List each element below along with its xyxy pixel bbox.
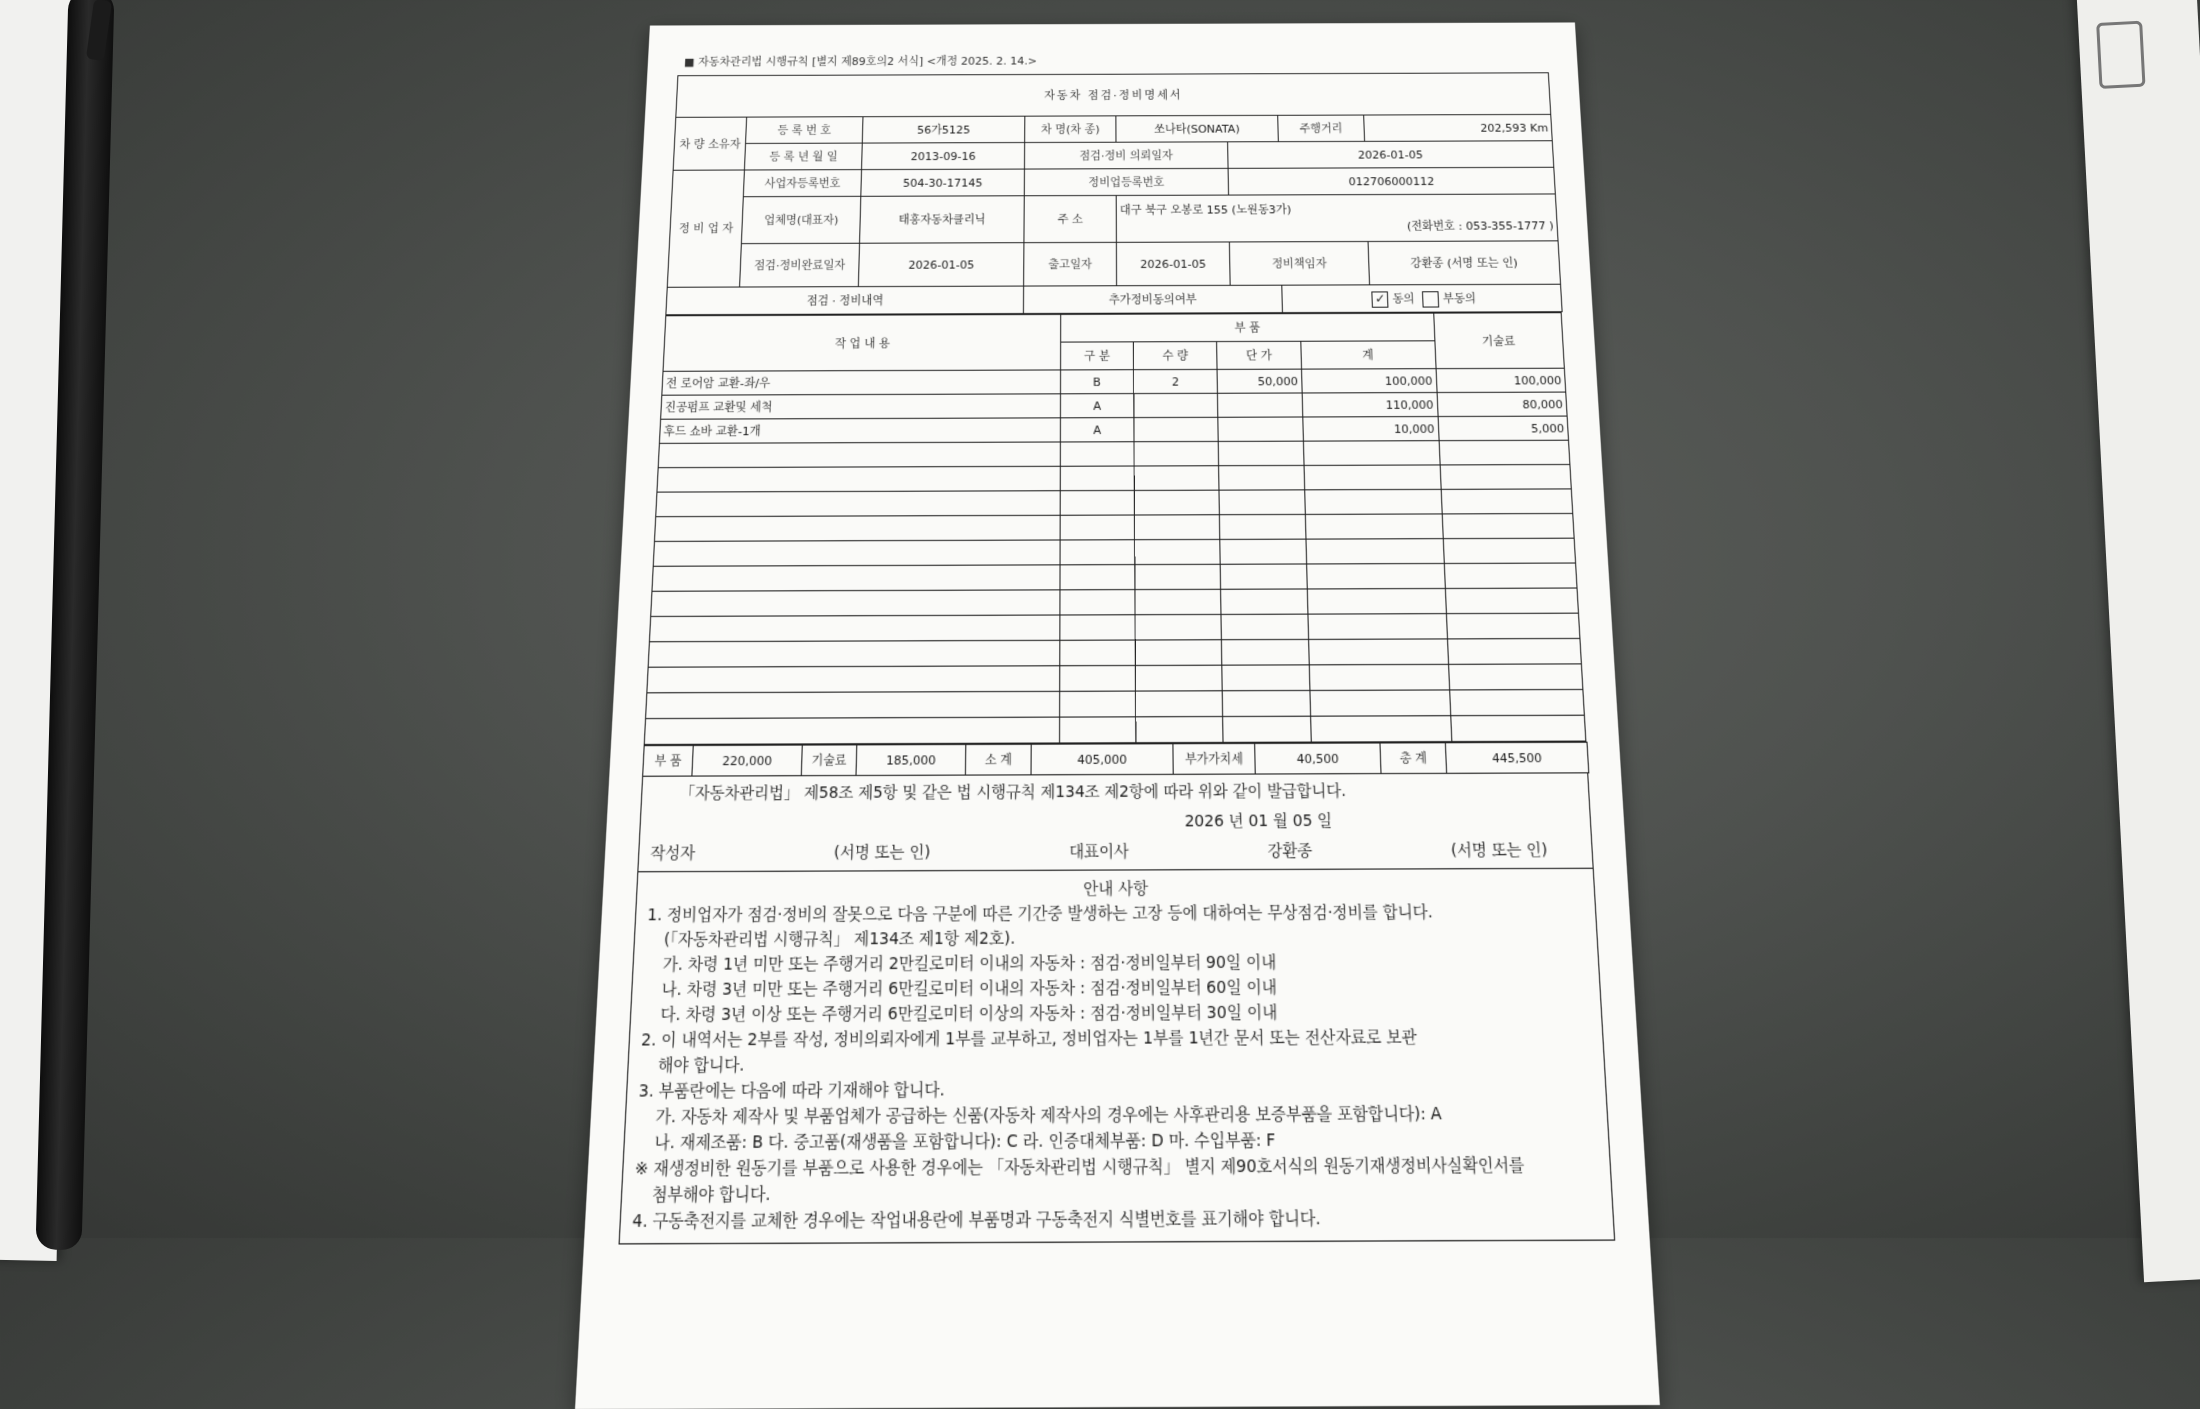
work-cell-unit [1218,417,1303,441]
mileage-value: 202,593 Km [1364,114,1553,141]
work-cell-desc [652,565,1060,591]
done-date-label: 점검·정비완료일자 [740,243,860,287]
tech-header: 기술료 [1433,313,1564,369]
done-date-value: 2026-01-05 [858,243,1024,287]
shop-reg-label: 정비업등록번호 [1024,168,1228,195]
work-cell-type [1060,490,1134,515]
work-cell-qty [1134,490,1220,515]
work-cell-type [1060,466,1134,491]
work-cell-tech [1450,715,1586,741]
release-date-value: 2026-01-05 [1116,242,1230,286]
notice-line: 나. 차령 3년 미만 또는 주행거리 6만킬로미터 이내의 자동차 : 점검·정비일부터 60일 이내 [661,978,1277,1000]
address-cell [1116,194,1558,242]
work-cell-qty [1135,614,1222,640]
work-cell-sum [1307,588,1446,614]
notice-line: 가. 자동차 제작사 및 부품업체가 공급하는 신품(자동차 제작사의 경우에는 사후관리용 보증부품을 포함합니다): A [655,1104,1443,1128]
request-date-label: 점검·정비 의뢰일자 [1024,142,1228,169]
notice-line: (「자동차관리법 시행규칙」 제134조 제1항 제2호). [663,929,1016,950]
shop-section-label: 정 비 업 자 [667,170,744,287]
address-label: 주 소 [1024,195,1116,242]
grand-total-value: 445,500 [1445,742,1588,773]
work-cell-type [1060,691,1136,717]
grand-total-label: 총 계 [1380,743,1447,774]
work-rows [644,368,1586,744]
work-cell-tech [1445,588,1579,614]
work-cell-unit [1223,716,1311,742]
work-cell-desc [649,615,1060,642]
total-tech-label: 기술료 [801,745,856,776]
work-cell-sum [1306,539,1444,564]
vehicle-info-table [665,72,1562,315]
work-cell-type [1060,615,1135,641]
work-cell-qty: 2 [1133,369,1217,393]
work-cell-sum [1308,614,1447,640]
work-cell-qty [1135,564,1221,589]
work-cell-tech [1439,440,1570,465]
work-cell-type [1060,717,1136,743]
work-cell-sum [1308,639,1448,665]
disagree-label: 부동의 [1442,291,1477,305]
rep-sign: (서명 또는 인) [1450,841,1548,861]
work-cell-type: A [1060,394,1133,418]
biz-no-value: 504-30-17145 [861,169,1025,196]
work-cell-unit [1219,465,1305,490]
right-paper [2076,0,2200,1282]
work-cell-desc [647,666,1060,693]
total-tech-value: 185,000 [856,744,966,775]
work-cell-qty [1135,640,1222,666]
table-row [658,440,1570,467]
work-cell-qty [1135,589,1222,614]
work-cell-tech [1446,613,1580,639]
model-label: 차 명(차 종) [1025,116,1116,143]
work-cell-desc [644,717,1059,744]
work-cell-sum [1303,441,1440,466]
work-cell-tech [1444,563,1577,588]
notice-line: 2. 이 내역서는 2부를 작성, 정비의뢰자에게 1부를 교부하고, 정비업자는 1부를 1년간 문서 또는 전산자료로 보관 [640,1028,1418,1051]
reg-no-label: 등 록 번 호 [746,117,863,144]
signature-line [650,838,1581,865]
reg-date-value: 2013-09-16 [862,143,1025,170]
work-cell-unit [1219,490,1305,515]
table-row [653,538,1575,566]
work-cell-sum: 110,000 [1302,393,1438,417]
notice-line: 다. 차령 3년 이상 또는 주행거리 6만킬로미터 이상의 자동차 : 점검·정비일부터 30일 이내 [659,1003,1278,1025]
col-type-header: 구 분 [1061,342,1134,370]
parts-header: 부 품 [1061,313,1435,342]
form-body [619,51,1616,1244]
vat-value: 40,500 [1255,743,1381,774]
work-cell-tech [1442,513,1574,538]
address-value: 대구 북구 오봉로 155 (노원동3가) [1119,203,1292,217]
work-cell-tech [1447,638,1581,664]
notice-line: 해야 합니다. [657,1055,745,1076]
reg-no-value: 56가5125 [862,116,1025,143]
table-row [662,368,1566,395]
work-cell-unit [1222,690,1310,716]
work-cell-type [1060,565,1135,590]
extra-consent-label: 추가정비동의여부 [1023,285,1282,313]
work-cell-qty [1134,515,1220,540]
table-row [647,664,1583,693]
writer-label: 작성자 [649,844,696,864]
work-cell-unit [1221,589,1308,614]
work-cell-desc: 진공펌프 교환및 세척 [661,394,1061,419]
manager-value: 강환종 (서명 또는 인) [1368,241,1561,285]
work-cell-tech [1449,689,1584,715]
col-unit-header: 단 가 [1217,341,1301,369]
reg-date-label: 등 록 년 월 일 [744,143,862,170]
table-row [654,513,1574,541]
model-value: 쏘나타(SONATA) [1116,115,1278,142]
work-cell-desc: 전 로어암 교환-좌/우 [662,370,1061,395]
work-cell-tech: 100,000 [1436,368,1566,392]
work-cell-type [1060,665,1136,691]
work-cell-qty [1134,441,1219,466]
work-cell-sum [1304,489,1441,514]
consent-cell [1282,284,1562,312]
work-cell-tech [1441,489,1573,514]
work-cell-type [1060,442,1134,467]
statement-text: 「자동차관리법」 제58조 제5항 및 같은 법 시행규칙 제134조 제2항에 따라 위와 같이 발급합니다. [679,782,1347,803]
work-cell-unit [1218,441,1303,466]
work-cell-tech: 80,000 [1437,392,1568,416]
shop-name-label: 업체명(대표자) [741,196,860,243]
rep-name: 강환종 [1267,842,1313,861]
work-cell-qty [1133,393,1218,417]
work-header: 작 업 내 용 [663,314,1061,371]
form-regulation-header: ■ 자동차관리법 시행규칙 [별지 제89호의2 서식] <개정 2025. 2. 14.> [683,54,1038,69]
work-cell-sum [1309,664,1449,690]
work-cell-type [1060,590,1135,615]
notice-section [619,869,1616,1245]
mileage-label: 주행거리 [1278,115,1365,142]
table-row [657,464,1571,492]
inspection-form-paper [575,22,1660,1409]
work-table [644,312,1587,745]
work-cell-desc [658,442,1060,468]
form-title: 자동차 점검·정비명세서 [676,73,1551,118]
col-sum-header: 계 [1301,341,1436,369]
work-cell-desc [651,590,1060,617]
shop-reg-value: 012706000112 [1228,167,1555,195]
history-label: 점검 · 정비내역 [666,286,1024,315]
notice-line: 3. 부품란에는 다음에 따라 기재해야 합니다. [638,1080,945,1102]
disagree-checkbox[interactable] [1422,291,1439,307]
totals-table [642,742,1589,777]
work-cell-tech [1448,664,1583,690]
work-cell-qty [1135,691,1223,717]
table-row [649,613,1580,642]
notice-line: ※ 재생정비한 원동기를 부품으로 사용한 경우에는 「자동차관리법 시행규칙」 별지 제90호서식의 원동기재생정비사실확인서를 [634,1156,1525,1180]
issue-date: 2026 년 01 월 05 일 [1184,812,1333,831]
table-row [644,715,1586,744]
release-label: 출고일자 [1024,242,1117,286]
issuance-statement [637,773,1594,872]
work-cell-unit [1221,614,1308,640]
rep-label: 대표이사 [1069,842,1129,862]
col-qty-header: 수 량 [1133,342,1217,370]
table-row [652,563,1577,591]
work-cell-desc [648,640,1060,667]
work-cell-desc: 후드 쇼바 교환-1개 [659,418,1060,444]
work-cell-qty [1134,417,1219,441]
table-row [661,392,1567,419]
notice-line: 첨부해야 합니다. [651,1184,772,1206]
vat-label: 부가가치세 [1173,743,1255,774]
owner-section-label: 차 량 소유자 [673,117,746,170]
work-cell-type [1060,515,1134,540]
manager-label: 정비책임자 [1229,241,1369,285]
work-cell-qty [1134,539,1220,564]
work-cell-sum [1310,690,1451,716]
work-cell-qty [1135,717,1223,743]
work-cell-sum: 100,000 [1301,369,1436,393]
work-cell-unit [1222,665,1310,691]
work-cell-type: B [1061,370,1134,394]
table-row [656,489,1573,517]
notice-line: 나. 재제조품: B 다. 중고품(재생품을 포함합니다): C 라. 인증대체부품: D 마. 수입부품: F [653,1130,1276,1154]
work-cell-sum [1306,563,1445,588]
subtotal-value: 405,000 [1031,744,1173,775]
total-parts-value: 220,000 [692,745,802,776]
work-cell-desc [653,540,1060,566]
table-row [651,588,1579,616]
work-cell-sum: 10,000 [1303,417,1439,442]
notice-line: 1. 정비업자가 점검·정비의 잘못으로 다음 구분에 따른 기간중 발생하는 고장 등에 대하여는 무상점검·정비를 합니다. [646,903,1433,925]
work-cell-unit [1220,564,1307,589]
work-cell-tech [1440,464,1572,489]
work-cell-unit [1218,393,1303,417]
notice-title: 안내 사항 [1083,879,1149,899]
table-row [648,638,1581,667]
work-cell-type: A [1060,418,1133,442]
work-cell-sum [1304,465,1441,490]
work-cell-desc [646,691,1060,718]
work-cell-desc [657,466,1060,492]
work-cell-type [1060,540,1134,565]
writer-sign: (서명 또는 인) [833,843,931,863]
work-cell-tech: 5,000 [1438,416,1569,441]
work-cell-tech [1443,538,1576,563]
work-cell-unit [1220,514,1306,539]
work-cell-sum [1310,716,1451,742]
table-row [646,689,1585,718]
work-cell-desc [654,515,1060,541]
phone-value: (전화번호 : 053-355-1777 ) [1406,219,1555,233]
biz-no-label: 사업자등록번호 [743,170,861,197]
paper-clip-icon [2096,21,2145,89]
notice-line: 가. 차령 1년 미만 또는 주행거리 2만킬로미터 이내의 자동차 : 점검·정비일부터 90일 이내 [662,953,1277,975]
work-cell-sum [1305,514,1443,539]
table-row [659,416,1568,443]
work-cell-qty [1134,466,1219,491]
work-cell-qty [1135,665,1222,691]
work-cell-desc [656,491,1061,517]
shop-name-value: 태흥자동차클리닉 [860,196,1025,243]
work-cell-unit: 50,000 [1217,369,1302,393]
request-date-value: 2026-01-05 [1228,141,1554,169]
subtotal-label: 소 계 [965,744,1031,775]
notice-line: 4. 구동축전지를 교체한 경우에는 작업내용란에 부품명과 구동축전지 식별번호를 표기해야 합니다. [631,1209,1321,1232]
work-cell-unit [1222,639,1309,665]
total-parts-label: 부 품 [643,745,694,776]
agree-label: 동의 [1392,291,1415,306]
work-cell-unit [1220,539,1306,564]
agree-checkbox[interactable]: ✓ [1372,291,1389,307]
work-cell-type [1060,640,1135,666]
